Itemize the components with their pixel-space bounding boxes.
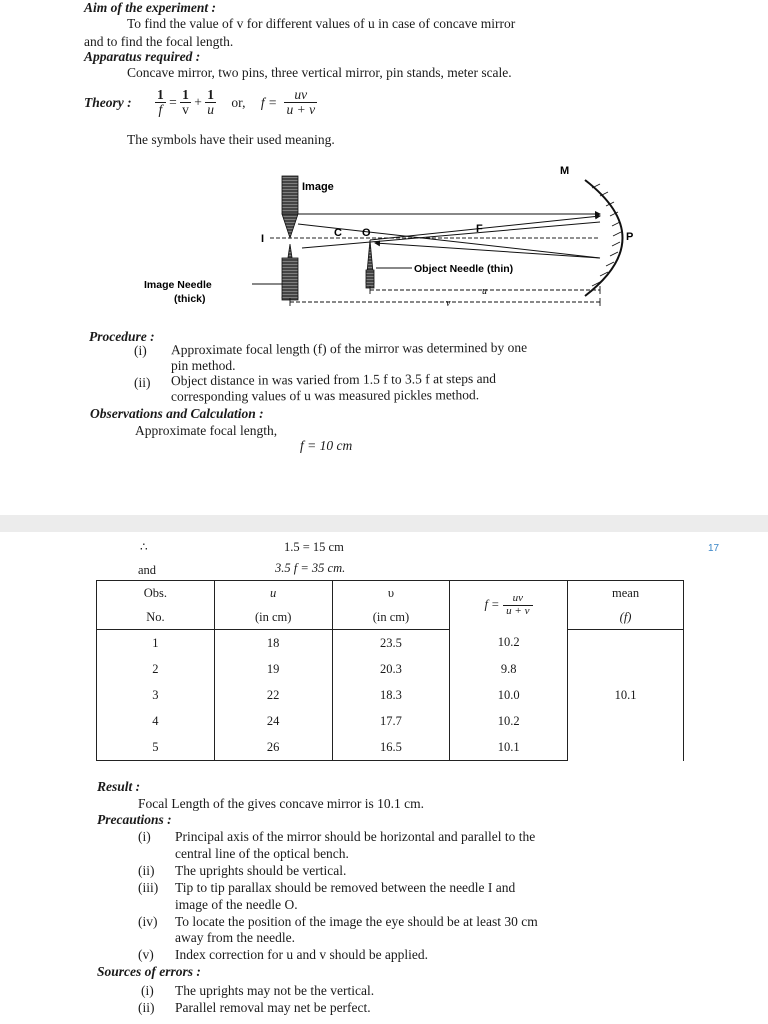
cell-mean-f: 10.1: [568, 630, 684, 761]
header-obs: Obs.: [97, 581, 215, 606]
fraction-denominator: u: [207, 102, 214, 118]
diagram-label-c: C: [334, 227, 342, 239]
cell-v: 23.5: [332, 630, 450, 657]
procedure-item-2-line1: Object distance in was varied from 1.5 f to 3.5 f at steps and: [170, 370, 497, 389]
cell-f: 10.2: [450, 630, 568, 657]
fraction-denominator: v: [182, 102, 189, 118]
fraction-numerator: 1: [207, 87, 214, 102]
procedure-item-1-line1: Approximate focal length (f) of the mirror was determined by one: [170, 339, 528, 358]
precaution-1-line1: Principal axis of the mirror should be horizontal and parallel to the: [175, 829, 536, 844]
page-separator: [0, 515, 768, 532]
error-2-text: Parallel removal may net be perfect.: [175, 1000, 371, 1015]
procedure-heading: Procedure :: [89, 329, 155, 344]
procedure-item-2-number: (ii): [134, 375, 151, 390]
cell-u: 24: [214, 708, 332, 734]
procedure-item-1-number: (i): [134, 343, 147, 358]
diagram-label-image-needle: Image Needle: [144, 279, 212, 291]
diagram-label-image: Image: [302, 181, 334, 193]
page-number: 17: [708, 543, 720, 554]
fraction-numerator: uv: [503, 593, 533, 606]
cell-obs-no: 1: [97, 630, 215, 657]
cell-u: 18: [214, 630, 332, 657]
precaution-1-number: (i): [138, 829, 151, 844]
procedure-item-2-line2: corresponding values of u was measured pickles method.: [170, 387, 480, 404]
fraction-denominator: f: [158, 102, 163, 118]
header-u-unit: (in cm): [214, 605, 332, 630]
cell-f: 10.1: [450, 734, 568, 761]
equals-sign: =: [169, 94, 177, 110]
therefore-symbol: ∴: [140, 540, 148, 554]
aim-text-line1: To find the value of v for different values of u in case of concave mirror: [127, 16, 516, 31]
precaution-4-number: (iv): [138, 914, 158, 929]
light-rays: [298, 214, 600, 258]
diagram-label-u: u: [482, 286, 487, 297]
cell-obs-no: 4: [97, 708, 215, 734]
cell-f: 10.2: [450, 708, 568, 734]
precaution-4-line2: away from the needle.: [175, 930, 295, 945]
result-text: Focal Length of the gives concave mirror is 10.1 cm.: [138, 796, 425, 811]
cell-obs-no: 2: [97, 656, 215, 682]
plus-sign: +: [194, 94, 202, 110]
error-1-number: (i): [141, 983, 154, 998]
diagram-label-object-needle: Object Needle (thin): [414, 263, 514, 275]
cell-u: 26: [214, 734, 332, 761]
fraction-numerator: 1: [157, 87, 164, 102]
diagram-label-image-needle-thick: (thick): [174, 293, 206, 305]
apparatus-text: Concave mirror, two pins, three vertical mirror, pin stands, meter scale.: [127, 65, 512, 80]
calc-line-2: 3.5 f = 35 cm.: [275, 561, 346, 575]
apparatus-heading: Apparatus required :: [84, 49, 201, 64]
observations-heading: Observations and Calculation :: [90, 406, 264, 421]
object-needle: [366, 240, 374, 288]
diagram-label-i: I: [261, 233, 265, 245]
theory-fraction-1-over-v: [180, 88, 191, 117]
cell-f: 9.8: [450, 656, 568, 682]
cell-v: 18.3: [332, 682, 450, 708]
precaution-2-number: (ii): [138, 863, 155, 878]
precaution-3-line2: image of the needle O.: [175, 897, 298, 912]
theory-fraction-uv: [284, 88, 317, 117]
table-subheader-row: [97, 605, 684, 630]
precaution-3-line1: Tip to tip parallax should be removed between the needle I and: [175, 880, 516, 895]
header-u: u: [214, 581, 332, 606]
and-text: and: [138, 563, 157, 577]
focal-length-value: f = 10 cm: [300, 438, 353, 453]
observation-table: [96, 580, 684, 761]
header-v: υ: [332, 581, 450, 606]
diagram-label-m: M: [560, 165, 570, 177]
precaution-5-number: (v): [138, 947, 154, 962]
cell-v: 17.7: [332, 708, 450, 734]
cell-obs-no: 3: [97, 682, 215, 708]
approx-focal-length-text: Approximate focal length,: [135, 423, 278, 438]
optics-diagram: [130, 158, 670, 318]
aim-heading: Aim of the experiment :: [84, 0, 216, 15]
f-equals: f =: [260, 94, 278, 110]
or-text: or,: [231, 94, 246, 110]
header-mean-f: (f): [568, 605, 684, 630]
fraction-numerator: 1: [182, 87, 189, 102]
error-2-number: (ii): [138, 1000, 155, 1015]
fraction-denominator: u + v: [506, 604, 530, 617]
theory-label: Theory :: [84, 94, 132, 110]
table-header-row: [97, 581, 684, 606]
header-f-formula: [450, 581, 568, 630]
cell-f: 10.0: [450, 682, 568, 708]
precaution-2-line1: The uprights should be vertical.: [175, 863, 347, 878]
theory-formula: [84, 88, 317, 117]
cell-u: 19: [214, 656, 332, 682]
symbols-text: The symbols have their used meaning.: [127, 132, 335, 147]
sources-of-errors-heading: Sources of errors :: [97, 964, 201, 979]
header-no: No.: [97, 605, 215, 630]
precaution-3-number: (iii): [138, 880, 159, 895]
procedure-item-1-line2: pin method.: [171, 358, 236, 373]
diagram-label-o: O: [362, 227, 371, 239]
theory-fraction-1-over-f: [155, 88, 166, 117]
precaution-4-line1: To locate the position of the image the eye should be at least 30 cm: [175, 914, 538, 929]
calc-line-1: 1.5 = 15 cm: [284, 540, 344, 554]
cell-obs-no: 5: [97, 734, 215, 761]
diagram-label-f: F: [476, 223, 483, 235]
diagram-label-v: v: [446, 298, 451, 309]
cell-v: 20.3: [332, 656, 450, 682]
fraction-denominator: u + v: [286, 102, 316, 118]
header-v-unit: (in cm): [332, 605, 450, 630]
precaution-1-line2: central line of the optical bench.: [175, 846, 349, 861]
theory-fraction-1-over-u: [205, 88, 216, 117]
precaution-5-line1: Index correction for u and v should be applied.: [175, 947, 429, 962]
f-label: f =: [484, 597, 500, 612]
diagram-label-p: P: [626, 231, 634, 243]
aim-text-line2: and to find the focal length.: [84, 34, 234, 49]
error-1-text: The uprights may not be the vertical.: [175, 983, 375, 998]
table-row: [97, 630, 684, 657]
precautions-heading: Precautions :: [97, 812, 172, 827]
fraction-numerator: uv: [284, 88, 317, 103]
page-2: [0, 532, 768, 1024]
header-mean: mean: [568, 581, 684, 606]
cell-u: 22: [214, 682, 332, 708]
cell-v: 16.5: [332, 734, 450, 761]
result-heading: Result :: [97, 779, 141, 794]
